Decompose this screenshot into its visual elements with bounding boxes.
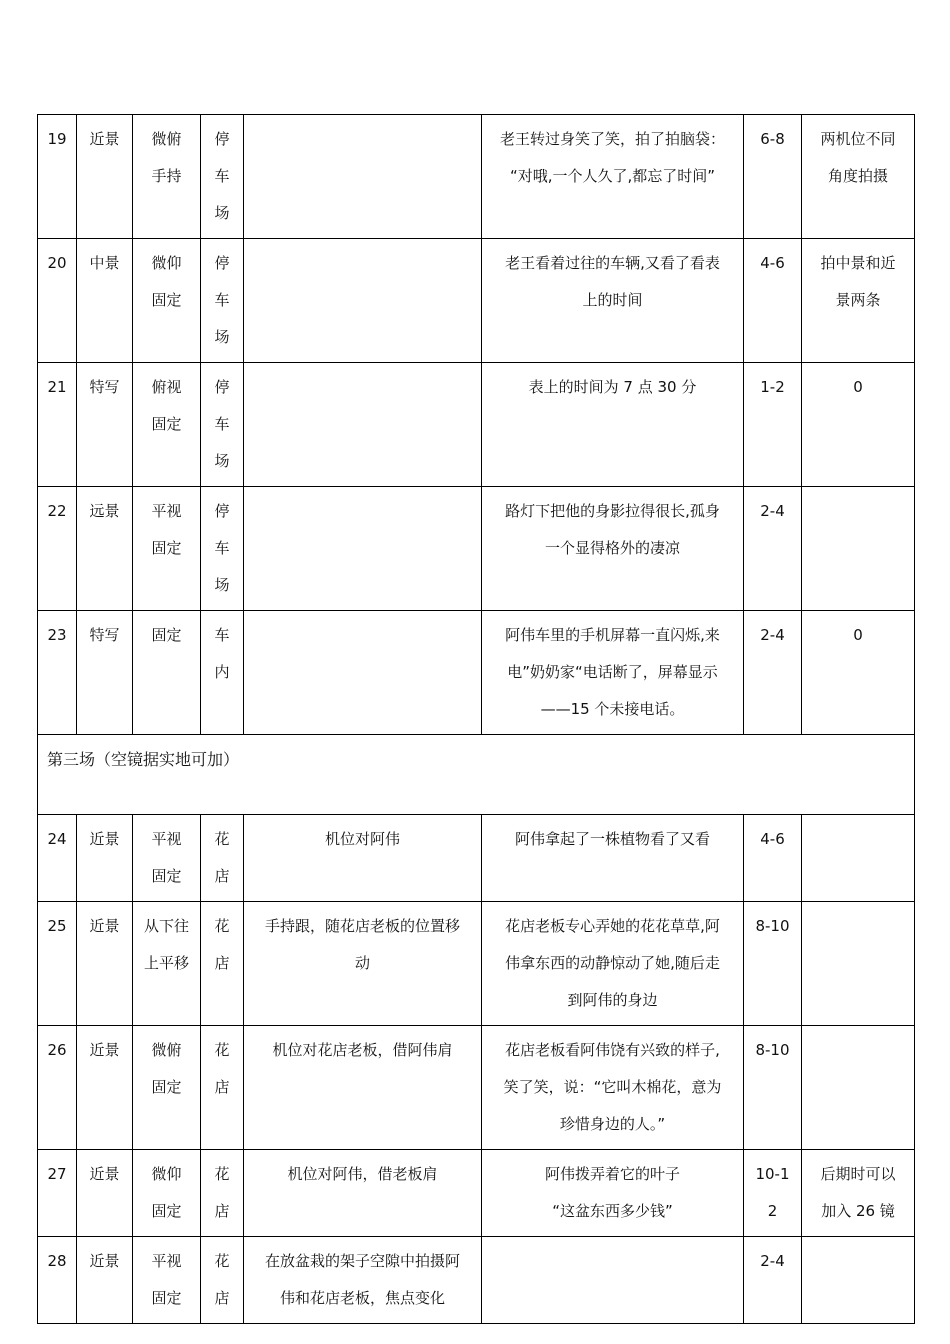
note-line: 后期时可以 xyxy=(820,1165,896,1183)
duration-line: 2 xyxy=(767,1202,778,1220)
location-line: 停 xyxy=(214,130,230,148)
shot-row xyxy=(38,363,915,487)
shot-content-line: 笑了笑，说：“它叫木棉花，意为 xyxy=(503,1078,722,1096)
note xyxy=(802,363,915,487)
location xyxy=(201,239,244,363)
shot-content-line: 老王看着过往的车辆,又看了看表 xyxy=(505,254,720,272)
shot-size: 近景 xyxy=(77,1237,133,1324)
camera-angle-line: 俯视 xyxy=(151,378,182,396)
shot-number: 24 xyxy=(38,815,77,902)
shot-size: 近景 xyxy=(77,1026,133,1150)
scene-title: 第三场（空镜据实地可加） xyxy=(38,735,915,815)
camera-angle-line: 微俯 xyxy=(151,130,182,148)
location xyxy=(201,815,244,902)
shot-content-line: 阿伟拨弄着它的叶子 xyxy=(544,1165,680,1183)
location-line: 店 xyxy=(214,1078,230,1096)
location-line: 车 xyxy=(214,539,230,557)
camera-position-line: 动 xyxy=(354,954,370,972)
camera-angle xyxy=(133,1026,201,1150)
shot-content-line: 珍惜身边的人。” xyxy=(559,1115,666,1133)
shot-number: 20 xyxy=(38,239,77,363)
shot-row xyxy=(38,611,915,735)
location-line: 场 xyxy=(214,452,230,470)
camera-angle-line: 微仰 xyxy=(151,254,182,272)
camera-position-line: 手持跟，随花店老板的位置移 xyxy=(264,917,460,935)
shot-number: 26 xyxy=(38,1026,77,1150)
camera-angle xyxy=(133,115,201,239)
shot-content-line: 花店老板专心弄她的花花草草,阿 xyxy=(505,917,720,935)
note xyxy=(802,902,915,1026)
camera-angle-line: 固定 xyxy=(151,1202,182,1220)
location-line: 花 xyxy=(214,1165,230,1183)
duration xyxy=(744,1150,802,1237)
camera-angle-line: 上平移 xyxy=(143,954,189,972)
camera-angle xyxy=(133,1237,201,1324)
camera-angle xyxy=(133,611,201,735)
camera-angle-line: 固定 xyxy=(151,1078,182,1096)
camera-angle xyxy=(133,902,201,1026)
shot-content xyxy=(482,1150,744,1237)
shot-content xyxy=(482,487,744,611)
shot-content-line: 表上的时间为 7 点 30 分 xyxy=(528,378,697,396)
camera-angle-line: 手持 xyxy=(151,167,182,185)
duration-line: 10-1 xyxy=(755,1165,790,1183)
duration xyxy=(744,815,802,902)
duration-line: 4-6 xyxy=(760,830,785,848)
duration xyxy=(744,902,802,1026)
camera-angle-line: 平视 xyxy=(151,1252,182,1270)
location-line: 花 xyxy=(214,1041,230,1059)
location-line: 停 xyxy=(214,502,230,520)
location xyxy=(201,363,244,487)
storyboard-table xyxy=(37,114,915,1324)
location-line: 场 xyxy=(214,328,230,346)
shot-content-line: “这盆东西多少钱” xyxy=(552,1202,673,1220)
location xyxy=(201,115,244,239)
shot-content-line: “对哦,一个人久了,都忘了时间” xyxy=(509,167,716,185)
location-line: 车 xyxy=(214,415,230,433)
shot-row xyxy=(38,239,915,363)
camera-angle-line: 固定 xyxy=(151,539,182,557)
camera-position xyxy=(244,611,482,735)
camera-angle xyxy=(133,1150,201,1237)
shot-size: 近景 xyxy=(77,902,133,1026)
camera-position-line: 机位对阿伟 xyxy=(324,830,400,848)
shot-content xyxy=(482,611,744,735)
duration-line: 1-2 xyxy=(760,378,785,396)
location-line: 车 xyxy=(214,291,230,309)
location-line: 场 xyxy=(214,576,230,594)
shot-row xyxy=(38,115,915,239)
camera-position-line: 机位对花店老板，借阿伟肩 xyxy=(272,1041,453,1059)
location-line: 车 xyxy=(214,167,230,185)
shot-size: 近景 xyxy=(77,1150,133,1237)
location-line: 花 xyxy=(214,830,230,848)
camera-angle xyxy=(133,487,201,611)
note xyxy=(802,115,915,239)
camera-position xyxy=(244,239,482,363)
location xyxy=(201,1237,244,1324)
shot-content xyxy=(482,363,744,487)
duration xyxy=(744,239,802,363)
camera-position xyxy=(244,487,482,611)
duration-line: 2-4 xyxy=(760,502,785,520)
note-line: 加入 26 镜 xyxy=(821,1202,895,1220)
note-line: 拍中景和近 xyxy=(820,254,896,272)
shot-size: 近景 xyxy=(77,815,133,902)
shot-content-line: 路灯下把他的身影拉得很长,孤身 xyxy=(505,502,720,520)
location-line: 场 xyxy=(214,204,230,222)
camera-position-line: 伟和花店老板，焦点变化 xyxy=(279,1289,445,1307)
location-line: 店 xyxy=(214,954,230,972)
location xyxy=(201,487,244,611)
shot-row xyxy=(38,1026,915,1150)
duration xyxy=(744,611,802,735)
shot-number: 27 xyxy=(38,1150,77,1237)
shot-number: 28 xyxy=(38,1237,77,1324)
duration xyxy=(744,1237,802,1324)
duration-line: 8-10 xyxy=(755,917,790,935)
camera-angle-line: 固定 xyxy=(151,1289,182,1307)
location-line: 店 xyxy=(214,1289,230,1307)
camera-angle-line: 平视 xyxy=(151,502,182,520)
duration-line: 6-8 xyxy=(760,130,785,148)
location-line: 停 xyxy=(214,378,230,396)
shot-content-line: 花店老板看阿伟饶有兴致的样子, xyxy=(505,1041,720,1059)
shot-content xyxy=(482,902,744,1026)
shot-number: 19 xyxy=(38,115,77,239)
shot-number: 21 xyxy=(38,363,77,487)
location xyxy=(201,902,244,1026)
camera-angle xyxy=(133,363,201,487)
shot-size: 近景 xyxy=(77,115,133,239)
camera-position xyxy=(244,902,482,1026)
shot-content-line: 伟拿东西的动静惊动了她,随后走 xyxy=(505,954,720,972)
shot-content-line: 阿伟拿起了一株植物看了又看 xyxy=(514,830,710,848)
duration xyxy=(744,1026,802,1150)
location-line: 花 xyxy=(214,1252,230,1270)
camera-angle-line: 微俯 xyxy=(151,1041,182,1059)
camera-position xyxy=(244,1150,482,1237)
duration xyxy=(744,487,802,611)
note xyxy=(802,611,915,735)
note-line: 0 xyxy=(853,626,863,644)
duration xyxy=(744,115,802,239)
shot-row xyxy=(38,1150,915,1237)
storyboard-body xyxy=(38,115,915,1324)
location xyxy=(201,611,244,735)
note xyxy=(802,487,915,611)
camera-position xyxy=(244,115,482,239)
shot-number: 25 xyxy=(38,902,77,1026)
shot-number: 23 xyxy=(38,611,77,735)
shot-content-line: 阿伟车里的手机屏幕一直闪烁,来 xyxy=(505,626,720,644)
shot-content-line: 一个显得格外的凄凉 xyxy=(544,539,680,557)
note-line: 景两条 xyxy=(835,291,881,309)
shot-content xyxy=(482,1026,744,1150)
shot-content xyxy=(482,815,744,902)
shot-size: 中景 xyxy=(77,239,133,363)
location-line: 停 xyxy=(214,254,230,272)
shot-content-line: 上的时间 xyxy=(582,291,643,309)
note xyxy=(802,1150,915,1237)
shot-content xyxy=(482,239,744,363)
location-line: 内 xyxy=(214,663,230,681)
shot-content-line: 老王转过身笑了笑，拍了拍脑袋： xyxy=(499,130,725,148)
note xyxy=(802,1026,915,1150)
camera-angle-line: 固定 xyxy=(151,626,182,644)
camera-position-line: 机位对阿伟，借老板肩 xyxy=(287,1165,438,1183)
shot-content-line: ——15 个未接电话。 xyxy=(540,700,685,718)
camera-position-line: 在放盆栽的架子空隙中拍摄阿 xyxy=(264,1252,460,1270)
duration-line: 2-4 xyxy=(760,626,785,644)
camera-angle xyxy=(133,239,201,363)
duration xyxy=(744,363,802,487)
camera-angle-line: 微仰 xyxy=(151,1165,182,1183)
note-line: 两机位不同 xyxy=(820,130,896,148)
location-line: 车 xyxy=(214,626,230,644)
note xyxy=(802,239,915,363)
camera-position xyxy=(244,1237,482,1324)
location xyxy=(201,1026,244,1150)
note-line: 角度拍摄 xyxy=(827,167,888,185)
shot-number: 22 xyxy=(38,487,77,611)
shot-size: 特写 xyxy=(77,611,133,735)
shot-content-line: 电”奶奶家“电话断了，屏幕显示 xyxy=(507,663,718,681)
shot-row xyxy=(38,902,915,1026)
camera-position xyxy=(244,363,482,487)
location-line: 店 xyxy=(214,1202,230,1220)
camera-angle-line: 从下往 xyxy=(143,917,189,935)
note xyxy=(802,1237,915,1324)
shot-content xyxy=(482,1237,744,1324)
note xyxy=(802,815,915,902)
duration-line: 4-6 xyxy=(760,254,785,272)
shot-row xyxy=(38,815,915,902)
note-line: 0 xyxy=(853,378,863,396)
shot-row xyxy=(38,487,915,611)
camera-angle-line: 固定 xyxy=(151,291,182,309)
camera-position xyxy=(244,815,482,902)
shot-row xyxy=(38,1237,915,1324)
camera-angle-line: 平视 xyxy=(151,830,182,848)
camera-position xyxy=(244,1026,482,1150)
shot-content xyxy=(482,115,744,239)
camera-angle xyxy=(133,815,201,902)
shot-content-line: 到阿伟的身边 xyxy=(567,991,658,1009)
camera-angle-line: 固定 xyxy=(151,867,182,885)
shot-size: 远景 xyxy=(77,487,133,611)
duration-line: 8-10 xyxy=(755,1041,790,1059)
location xyxy=(201,1150,244,1237)
location-line: 花 xyxy=(214,917,230,935)
camera-angle-line: 固定 xyxy=(151,415,182,433)
duration-line: 2-4 xyxy=(760,1252,785,1270)
location-line: 店 xyxy=(214,867,230,885)
shot-size: 特写 xyxy=(77,363,133,487)
scene-header-row xyxy=(38,735,915,815)
